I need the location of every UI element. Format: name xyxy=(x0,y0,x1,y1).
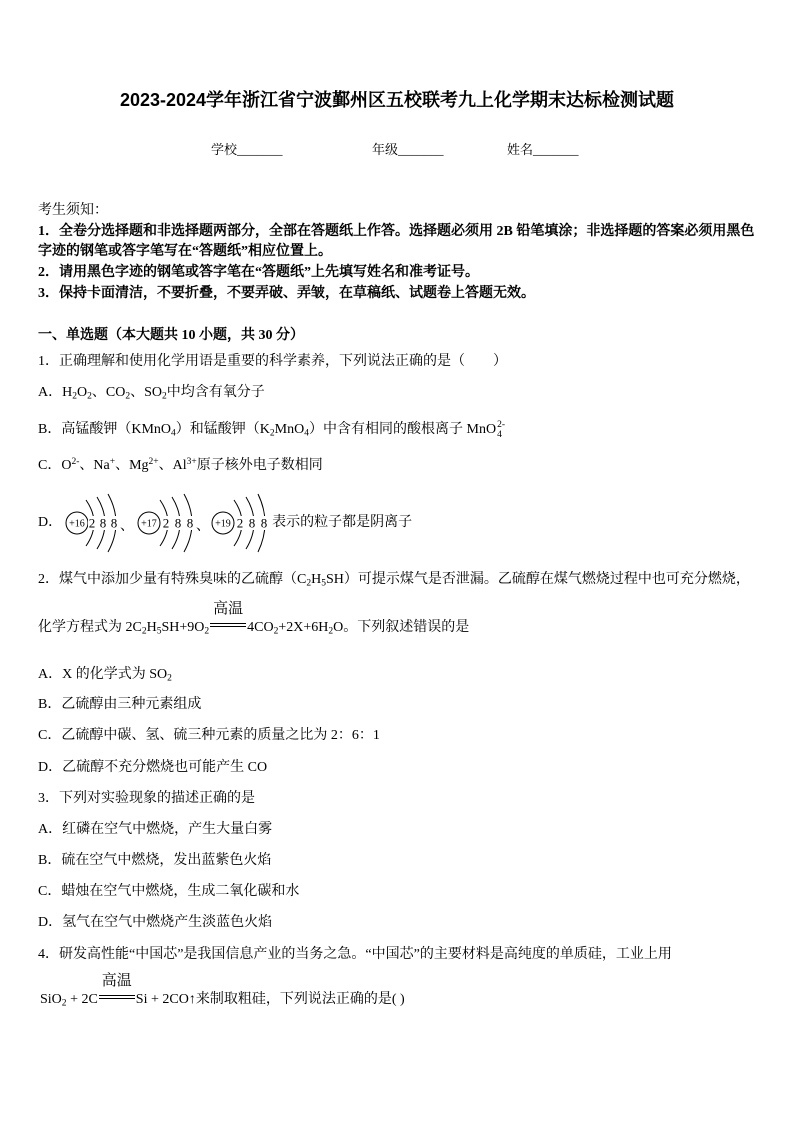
option-text: ）和锰酸钾（K xyxy=(175,422,270,437)
nucleus-charge: +19 xyxy=(215,518,231,530)
superscript: 2- xyxy=(71,456,80,467)
option-label: D． xyxy=(38,515,63,530)
equation-text: + 2C xyxy=(66,992,98,1007)
atom-structure-diagram xyxy=(66,494,119,552)
electron-count: 2 xyxy=(162,515,170,531)
notice-heading: 考生须知： xyxy=(38,203,108,218)
subscript: 2 xyxy=(125,391,131,402)
nucleus-charge: +16 xyxy=(69,518,85,530)
subscript: 2 xyxy=(273,626,279,637)
question-3-option-c: C．蜡烛在空气中燃烧，生成二氧化碳和水 xyxy=(38,884,300,899)
equation-text: SH+9O xyxy=(161,620,205,635)
option-text: 、Al xyxy=(158,458,187,473)
ion-charge-stack xyxy=(497,421,505,440)
equation-text: SiO xyxy=(40,992,62,1007)
school-field: 学校_______ xyxy=(211,142,283,157)
option-text: MnO xyxy=(274,422,305,437)
subscript: 2 xyxy=(306,578,312,589)
option-text: 、Mg xyxy=(115,458,149,473)
notice-line: 3．保持卡面清洁，不要折叠，不要弄破、弄皱，在草稿纸、试题卷上答题无效。 xyxy=(38,286,535,301)
question-3-option-b: B．硫在空气中燃烧，发出蓝紫色火焰 xyxy=(38,853,272,868)
question-3-stem: 3．下列对实验现象的描述正确的是 xyxy=(38,791,255,806)
electron-count: 8 xyxy=(186,515,194,531)
separator: 、 xyxy=(196,519,211,534)
subscript: 2 xyxy=(269,428,275,439)
question-2-option-b: B．乙硫醇由三种元素组成 xyxy=(38,697,202,712)
subscript: 2 xyxy=(87,391,92,402)
option-text: C．O xyxy=(38,458,72,473)
superscript: + xyxy=(109,456,116,467)
option-text: O xyxy=(77,385,88,400)
subscript: 2 xyxy=(167,673,172,684)
stem-text: 2．煤气中添加少量有特殊臭味的乙硫醇（C xyxy=(38,572,307,587)
option-text: B．高锰酸钾（KMnO xyxy=(38,422,172,437)
option-text: A．X 的化学式为 SO xyxy=(38,667,168,682)
reaction-equals-line xyxy=(99,995,135,999)
question-2-equation xyxy=(38,601,470,638)
subscript: 4 xyxy=(497,429,502,440)
equation-text: +2X+6H xyxy=(278,620,329,635)
electron-count: 2 xyxy=(236,515,244,531)
electron-count: 2 xyxy=(88,515,96,531)
equation-text: 化学方程式为 2C xyxy=(38,620,142,635)
superscript: 3+ xyxy=(186,456,197,467)
equation-text: Si + 2CO↑ xyxy=(135,992,196,1007)
subscript: 2 xyxy=(204,626,210,637)
option-text: 中均含有氧分子 xyxy=(166,385,265,400)
question-3-option-d: D．氢气在空气中燃烧产生淡蓝色火焰 xyxy=(38,915,273,930)
subscript: 4 xyxy=(304,428,309,439)
question-2-option-a xyxy=(38,665,172,685)
question-4-equation xyxy=(40,973,405,1010)
question-1-option-d xyxy=(38,492,412,554)
reaction-equals-line xyxy=(210,623,246,627)
electron-count: 8 xyxy=(99,515,107,531)
notice-line: 2．请用黑色字迹的钢笔或答字笔在“答题纸”上先填写姓名和准考证号。 xyxy=(38,265,479,280)
option-text: 、SO xyxy=(130,385,163,400)
subscript: 2 xyxy=(141,626,147,637)
condition-label: 高温 xyxy=(213,601,244,617)
subscript: 5 xyxy=(321,578,326,589)
nucleus-charge: +17 xyxy=(141,518,157,530)
superscript: 2- xyxy=(497,420,505,431)
subscript: 2 xyxy=(162,391,167,402)
atom-structure-diagrams xyxy=(62,492,272,554)
option-text: ）中含有相同的酸根离子 MnO xyxy=(309,422,497,437)
question-1-option-c xyxy=(38,456,323,476)
condition-label: 高温 xyxy=(101,973,132,989)
subscript: 2 xyxy=(72,391,77,402)
electron-count: 8 xyxy=(174,515,182,531)
name-field: 姓名_______ xyxy=(507,142,579,157)
question-1-option-b xyxy=(38,420,505,440)
question-1-stem: 1．正确理解和使用化学用语是重要的科学素养，下列说法正确的是（ ） xyxy=(38,354,507,369)
question-1-option-a xyxy=(38,383,265,403)
notice-line: 字迹的钢笔或答字笔写在“答题纸”相应位置上。 xyxy=(38,244,332,259)
option-text: 、CO xyxy=(91,385,126,400)
question-4-stem: 4．研发高性能“中国芯”是我国信息产业的当务之急。“中国芯”的主要材料是高纯度的单质硅，工业上用 xyxy=(38,947,672,962)
electron-count: 8 xyxy=(110,515,118,531)
subscript: 2 xyxy=(61,998,67,1009)
section-heading: 一、单选题（本大题共 10 小题，共 30 分） xyxy=(38,328,304,343)
question-2-option-d: D．乙硫醇不充分燃烧也可能产生 CO xyxy=(38,760,268,775)
option-text: A．H xyxy=(38,385,73,400)
question-2-stem xyxy=(38,570,750,590)
question-2-option-c: C．乙硫醇中碳、氢、硫三种元素的质量之比为 2：6：1 xyxy=(38,728,380,743)
notice-line: 1．全卷分选择题和非选择题两部分，全部在答题纸上作答。选择题必须用 2B 铅笔填涂；非选择题的答案必须用黑色 xyxy=(38,224,755,239)
option-text: 表示的粒子都是阴离子 xyxy=(272,515,413,530)
stem-text: H xyxy=(311,572,322,587)
electron-count: 8 xyxy=(260,515,268,531)
separator: 、 xyxy=(120,519,135,534)
reaction-condition xyxy=(99,973,135,1003)
atom-structure-diagram xyxy=(138,494,195,552)
superscript: 2+ xyxy=(148,456,159,467)
equation-text: H xyxy=(146,620,157,635)
exam-title: 2023-2024学年浙江省宁波鄞州区五校联考九上化学期末达标检测试题 xyxy=(119,90,675,110)
stem-text: SH）可提示煤气是否泄漏。乙硫醇在煤气燃烧过程中也可充分燃烧， xyxy=(326,572,750,587)
subscript: 5 xyxy=(156,626,162,637)
equation-text: O。下列叙述错误的是 xyxy=(333,620,470,635)
equation-text: 4CO xyxy=(247,620,274,635)
electron-count: 8 xyxy=(248,515,256,531)
option-text: 原子核外电子数相同 xyxy=(196,458,323,473)
option-text: 、Na xyxy=(79,458,110,473)
reaction-condition xyxy=(210,601,246,631)
grade-field: 年级_______ xyxy=(372,142,444,157)
atom-structure-diagram xyxy=(212,494,269,552)
stem-text: 来制取粗硅，下列说法正确的是( ) xyxy=(195,992,405,1007)
question-3-option-a: A．红磷在空气中燃烧，产生大量白雾 xyxy=(38,822,273,837)
subscript: 4 xyxy=(171,428,176,439)
subscript: 2 xyxy=(328,626,334,637)
